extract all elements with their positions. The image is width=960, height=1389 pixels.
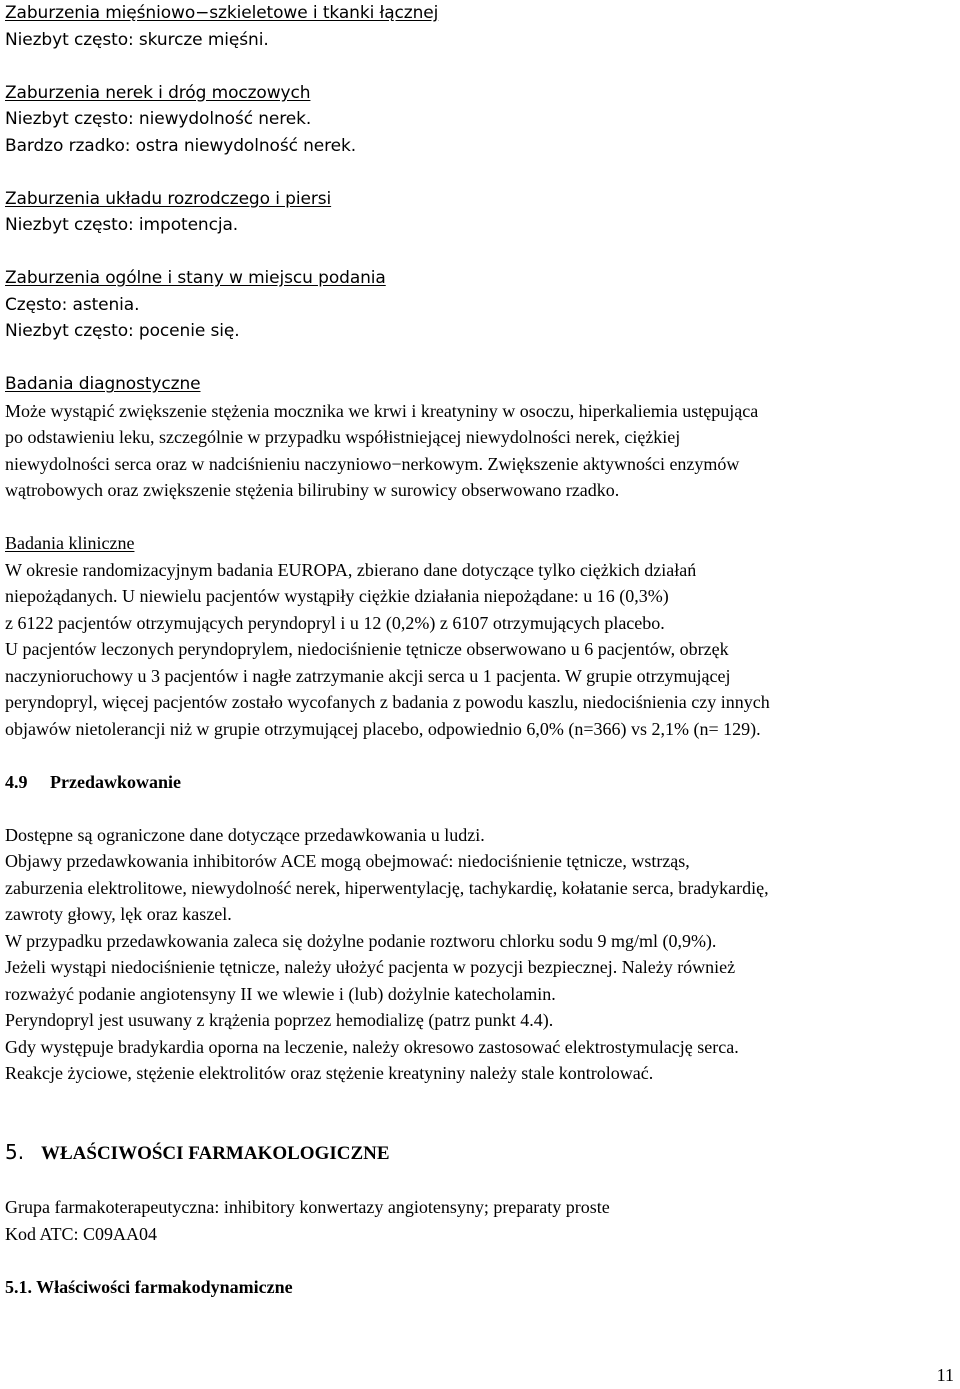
section-musculoskeletal: [5, 0, 957, 53]
pharmacotherapeutic-group: Grupa farmakoterapeutyczna: inhibitory konwertazy angiotensyny; preparaty proste: [5, 1197, 610, 1217]
section-reproductive: [5, 186, 957, 239]
paragraph-line: niewydolności serca oraz w nadciśnieniu naczyniowo−nerkowym. Zwiększenie aktywności enzymów: [5, 453, 740, 474]
document-page: [5, 0, 957, 1300]
paragraph-line: niepożądanych. U niewielu pacjentów wystąpiły ciężkie działania niepożądane: u 16 (0,3%): [5, 586, 669, 606]
paragraph-line: U pacjentów leczonych peryndoprylem, niedociśnienie tętnicze obserwowano u 6 pacjentów, obrzęk: [5, 639, 729, 659]
section-renal: [5, 80, 957, 160]
paragraph-line: Bardzo rzadko: ostra niewydolność nerek.: [5, 135, 357, 156]
paragraph-line: wątrobowych oraz zwiększenie stężenia bilirubiny w surowicy obserwowano rzadko.: [5, 480, 620, 500]
section-number: 5.: [5, 1140, 25, 1164]
section-diagnostic: [5, 371, 957, 504]
section-heading: Zaburzenia układu rozrodczego i piersi: [5, 188, 332, 209]
section5-heading: [5, 1139, 957, 1168]
section-general: [5, 265, 957, 345]
paragraph-line: Często: astenia.: [5, 294, 140, 315]
paragraph-line: Reakcje życiowe, stężenie elektrolitów oraz stężenie kreatyniny należy stale kontrolować.: [5, 1063, 654, 1083]
section-heading: Badania kliniczne: [5, 533, 135, 553]
section-clinical: [5, 530, 957, 742]
paragraph-line: Niezbyt często: niewydolność nerek.: [5, 109, 312, 129]
paragraph-line: objawów nietolerancji niż w grupie otrzymującej placebo, odpowiednio 6,0% (n=366) vs 2,1% (n= 129).: [5, 718, 761, 739]
paragraph-line: peryndopryl, więcej pacjentów zostało wycofanych z badania z powodu kaszlu, niedociśnienia czy innych: [5, 692, 770, 712]
paragraph-line: W przypadku przedawkowania zaleca się dożylne podanie roztworu chlorku sodu 9 mg/ml (0,9%).: [5, 930, 717, 951]
paragraph-line: Niezbyt często: pocenie się.: [5, 321, 240, 341]
page-number: 11: [936, 1365, 954, 1385]
atc-code: Kod ATC: C09AA04: [5, 1223, 158, 1244]
paragraph-line: Niezbyt często: impotencja.: [5, 215, 239, 235]
paragraph-line: rozważyć podanie angiotensyny II we wlewie i (lub) dożylnie katecholamin.: [5, 983, 556, 1004]
section-heading: Badania diagnostyczne: [5, 374, 201, 394]
paragraph-line: Może wystąpić zwiększenie stężenia mocznika we krwi i kreatyniny w osoczu, hiperkaliemia ustępująca: [5, 400, 759, 421]
paragraph-line: Niezbyt często: skurcze mięśni.: [5, 29, 269, 50]
paragraph-line: Jeżeli wystąpi niedociśnienie tętnicze, należy ułożyć pacjenta w pozycji bezpiecznej. Należy również: [5, 957, 736, 977]
overdose-heading: [5, 769, 957, 796]
section-heading: Zaburzenia nerek i dróg moczowych: [5, 82, 311, 103]
section-number: 4.9: [5, 771, 28, 792]
paragraph-line: zaburzenia elektrolitowe, niewydolność nerek, hiperwentylację, tachykardię, kołatanie serca, bradykardię,: [5, 877, 769, 898]
paragraph-line: po odstawieniu leku, szczególnie w przypadku współistniejącej niewydolności nerek, ciężkiej: [5, 427, 681, 447]
section-title: Przedawkowanie: [50, 771, 181, 792]
paragraph-line: zawroty głowy, lęk oraz kaszel.: [5, 904, 232, 924]
section-heading: Zaburzenia mięśniowo−szkieletowe i tkanki łącznej: [5, 3, 439, 23]
paragraph-line: Gdy występuje bradykardia oporna na leczenie, należy okresowo zastosować elektrostymulację serca.: [5, 1036, 739, 1057]
paragraph-line: W okresie randomizacyjnym badania EUROPA, zbierano dane dotyczące tylko ciężkich działań: [5, 559, 697, 580]
paragraph-line: Peryndopryl jest usuwany z krążenia poprzez hemodializę (patrz punkt 4.4).: [5, 1010, 554, 1030]
section-title: WŁAŚCIWOŚCI FARMAKOLOGICZNE: [41, 1143, 390, 1164]
paragraph-line: Dostępne są ograniczone dane dotyczące przedawkowania u ludzi.: [5, 824, 485, 845]
section-overdose: [5, 822, 957, 1087]
paragraph-line: Objawy przedawkowania inhibitorów ACE mogą obejmować: niedociśnienie tętnicze, wstrząs,: [5, 851, 690, 871]
section-heading: Zaburzenia ogólne i stany w miejscu podania: [5, 268, 386, 288]
subsection-heading: 5.1. Właściwości farmakodynamiczne: [5, 1276, 293, 1297]
paragraph-line: naczynioruchowy u 3 pacjentów i nagłe zatrzymanie akcji serca u 1 pacjenta. W grupie otrzymującej: [5, 665, 731, 686]
paragraph-line: z 6122 pacjentów otrzymujących peryndopryl i u 12 (0,2%) z 6107 otrzymujących placebo.: [5, 612, 665, 633]
